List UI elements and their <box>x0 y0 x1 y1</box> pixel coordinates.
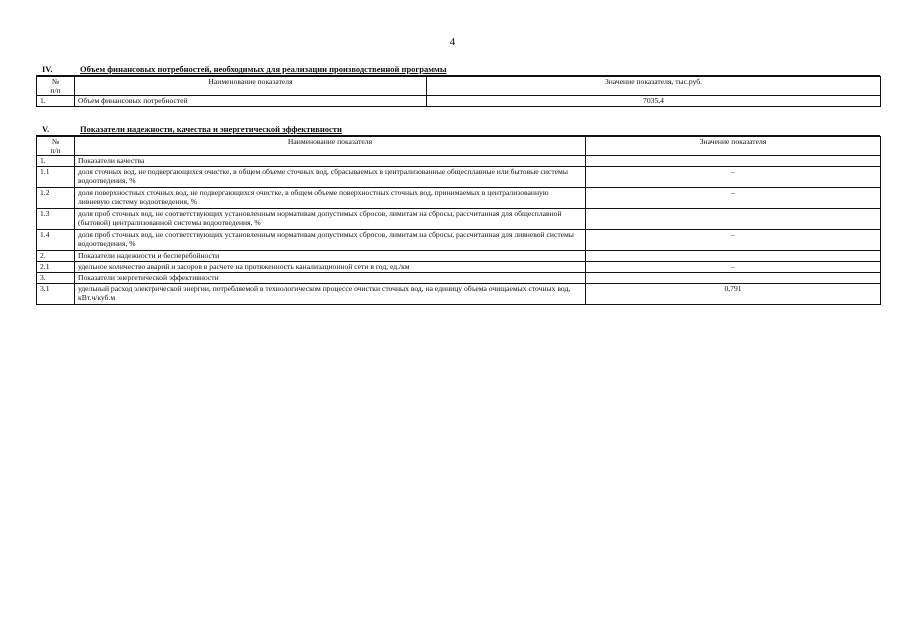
col-header-number <box>37 77 75 96</box>
row-name: Объем финансовых потребностей <box>75 96 427 107</box>
col-header-number-line1: № <box>51 77 60 86</box>
row-number: 1.3 <box>37 209 75 230</box>
col-header-number-line1: № <box>51 137 60 146</box>
row-name: доля сточных вод, не подвергающихся очистке, в общем объеме сточных вод, сбрасываемых в централизованные общесплавные или бытовые системы водоотведения, % <box>75 167 586 188</box>
table-row <box>37 273 881 284</box>
row-number: 2. <box>37 251 75 262</box>
row-value: 0,791 <box>586 284 881 305</box>
row-number: 1.4 <box>37 230 75 251</box>
quality-indicators-table <box>36 136 881 305</box>
row-value <box>586 273 881 284</box>
row-value: – <box>586 167 881 188</box>
financial-needs-table <box>36 76 881 107</box>
section-financial-needs <box>36 64 880 107</box>
col-header-name: Наименование показателя <box>75 137 586 156</box>
col-header-value: Значение показателя <box>586 137 881 156</box>
row-number: 3. <box>37 273 75 284</box>
table-row <box>37 167 881 188</box>
table-row <box>37 156 881 167</box>
table-row <box>37 230 881 251</box>
col-header-name: Наименование показателя <box>75 77 427 96</box>
section-number: IV. <box>42 64 53 74</box>
table-row <box>37 188 881 209</box>
row-value: – <box>586 262 881 273</box>
row-number: 2.1 <box>37 262 75 273</box>
row-number: 1.1 <box>37 167 75 188</box>
section-quality-indicators <box>36 124 880 305</box>
table-row <box>37 96 881 107</box>
section-title <box>36 64 880 76</box>
row-number: 1. <box>37 156 75 167</box>
col-header-number <box>37 137 75 156</box>
row-value: – <box>586 188 881 209</box>
section-heading: Объем финансовых потребностей, необходимых для реализации производственной программы <box>80 64 447 74</box>
col-header-number-line2: п/п <box>50 86 61 95</box>
row-name: Показатели надежности и бесперебойности <box>75 251 586 262</box>
row-name: удельный расход электрической энергии, потребляемой в технологическом процессе очистки сточных вод, на единицу объема очищаемых сточных вод, кВт.ч/куб.м <box>75 284 586 305</box>
col-header-value: Значение показателя, тыс.руб. <box>427 77 881 96</box>
row-name: доля проб сточных вод, не соответствующих установленным нормативам допустимых сбросов, лимитам на сбросы, рассчитанная для общесплавной (бытовой) централизованной системы водоотведения, % <box>75 209 586 230</box>
table-header-row <box>37 137 881 156</box>
table-row <box>37 262 881 273</box>
row-name: доля поверхностных сточных вод, не подвергающихся очистке, в общем объеме поверхностных сточных вод, принимаемых в централизованную ливневую систему водоотведения, % <box>75 188 586 209</box>
row-number: 1.2 <box>37 188 75 209</box>
table-row <box>37 284 881 305</box>
col-header-number-line2: п/п <box>50 146 61 155</box>
row-value <box>586 209 881 230</box>
table-row <box>37 251 881 262</box>
section-heading: Показатели надежности, качества и энергетической эффективности <box>80 124 342 134</box>
row-number: 3.1 <box>37 284 75 305</box>
row-number: 1. <box>37 96 75 107</box>
row-value: – <box>586 230 881 251</box>
row-name: Показатели качества <box>75 156 586 167</box>
section-number: V. <box>42 124 50 134</box>
page-number: 4 <box>449 36 456 48</box>
row-value <box>586 251 881 262</box>
row-name: Показатели энергетической эффективности <box>75 273 586 284</box>
table-header-row <box>37 77 881 96</box>
row-value <box>586 156 881 167</box>
section-title <box>36 124 880 136</box>
row-value: 7035,4 <box>427 96 881 107</box>
row-name: доля проб сточных вод, не соответствующих установленным нормативам допустимых сбросов, лимитам на сбросы, рассчитанная для ливневой системы водоотведения, % <box>75 230 586 251</box>
row-name: удельное количество аварий и засоров в расчете на протяженность канализационной сети в год, ед./км <box>75 262 586 273</box>
table-row <box>37 209 881 230</box>
